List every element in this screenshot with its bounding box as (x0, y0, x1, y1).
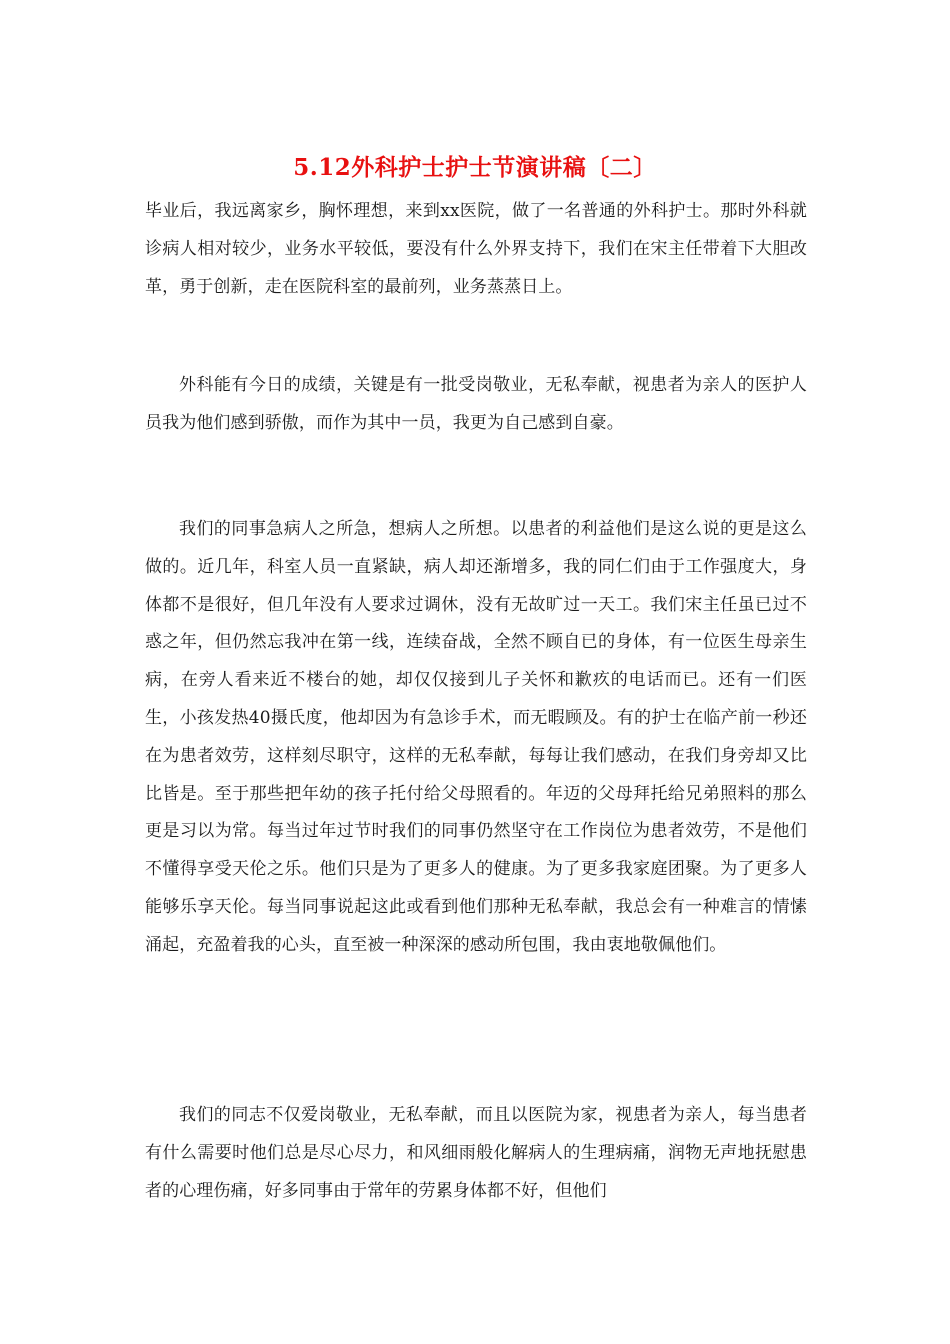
paragraph-4: 我们的同志不仅爱岗敬业，无私奉献，而且以医院为家，视患者为亲人，每当患者有什么需要时他们总是尽心尽力，和风细雨般化解病人的生理病痛，润物无声地抚慰患者的心理伤痛，好多同事由于常年的劳累身体都不好，但他们 (145, 1105, 807, 1201)
paragraph-3: 我们的同事急病人之所急，想病人之所想。以患者的利益他们是这么说的更是这么做的。近几年，科室人员一直紧缺，病人却还渐增多，我的同仁们由于工作强度大，身体都不是很好，但几年没有人要求过调休，没有无故旷过一天工。我们宋主任虽已过不惑之年，但仍然忘我冲在第一线，连续奋战，全然不顾自已的身体，有一位医生母亲生病，在旁人看来近不楼台的她，却仅仅接到儿子关怀和歉疚的电话而已。还有一们医生，小孩发热40摄氏度，他却因为有急诊手术，而无暇顾及。有的护士在临产前一秒还在为患者效劳，这样刻尽职守，这样的无私奉献，每每让我们感动，在我们身旁却又比比皆是。至于那些把年幼的孩子托付给父母照看的。年迈的父母拜托给兄弟照料的那么更是习以为常。每当过年过节时我们的同事仍然坚守在工作岗位为患者效劳，不是他们不懂得享受天伦之乐。他们只是为了更多人的健康。为了更多我家庭团聚。为了更多人能够乐享天伦。每当同事说起这此或看到他们那种无私奉献，我总会有一种难言的情愫涌起，充盈着我的心头，直至被一种深深的感动所包围，我由衷地敬佩他们。 (145, 519, 807, 955)
paragraph-2: 外科能有今日的成绩，关键是有一批受岗敬业，无私奉献，视患者为亲人的医护人员我为他们感到骄傲，而作为其中一员，我更为自己感到自豪。 (145, 375, 807, 433)
paragraph-1: 毕业后，我远离家乡，胸怀理想，来到xx医院，做了一名普通的外科护士。那时外科就诊病人相对较少，业务水平较低，要没有什么外界支持下，我们在宋主任带着下大胆改革，勇于创新，走在医院科室的最前列，业务蒸蒸日上。 (145, 201, 807, 297)
document-title: 5.12外科护士护士节演讲稿〔二〕 (293, 154, 657, 181)
